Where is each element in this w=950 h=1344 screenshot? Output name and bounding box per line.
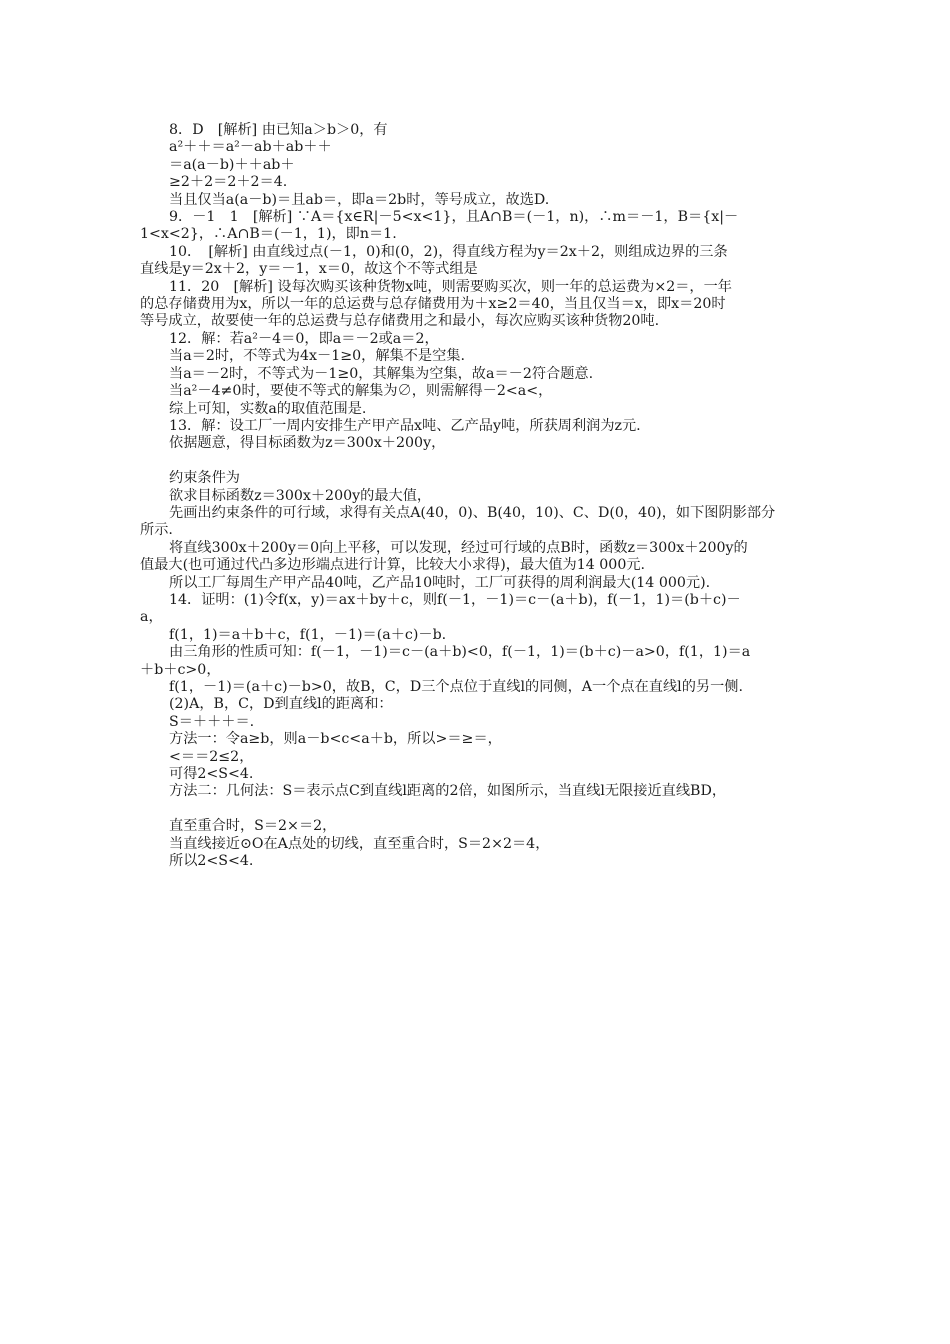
- text-line: 值最大(也可通过代凸多边形端点进行计算，比较大小求得)，最大值为14 000元.: [140, 557, 646, 574]
- text-line: 13．解：设工厂一周内安排生产甲产品x吨、乙产品y吨，所获周利润为z元.: [169, 417, 641, 434]
- text-line: [140, 453, 830, 470]
- text-line: 的总存储费用为x，所以一年的总运费与总存储费用为＋x≥2＝40，当且仅当＝x，即x＝20时: [140, 296, 726, 313]
- text-line: <＝＝2≤2，: [169, 748, 254, 765]
- text-line: 可得2<S<4.: [169, 766, 254, 783]
- text-line: 当a＝－2时，不等式为－1≥0，其解集为空集，故a＝－2符合题意.: [169, 365, 594, 382]
- text-line: 直至重合时，S＝2×＝2，: [169, 818, 337, 835]
- text-line: 12．解：若a²－4＝0，即a＝－2或a＝2，: [169, 330, 439, 347]
- text-line: 8．D [解析] 由已知a＞b＞0，有: [169, 122, 388, 138]
- text-line: a²＋＋＝a²－ab＋ab＋＋: [169, 139, 332, 156]
- text-line: 欲求目标函数z＝300x＋200y的最大值，: [169, 487, 432, 504]
- text-line: 当a²－4≠0时，要使不等式的解集为∅，则需解得－2<a<，: [169, 383, 553, 400]
- text-line: 当直线接近⊙O在A点处的切线，直至重合时，S＝2×2＝4，: [169, 835, 550, 852]
- text-line: 所以工厂每周生产甲产品40吨，乙产品10吨时，工厂可获得的周利润最大(14 000元).: [169, 574, 711, 591]
- text-line: 14．证明：(1)令f(x，y)＝ax＋by＋c，则f(－1，－1)＝c－(a＋b)，f(－1，1)＝(b＋c)－: [169, 591, 741, 608]
- text-line: (2)A，B，C，D到直线l的距离和：: [169, 696, 393, 713]
- text-line: 综上可知，实数a的取值范围是.: [169, 400, 367, 417]
- text-line: [140, 801, 830, 818]
- text-line: 依据题意，得目标函数为z＝300x＋200y，: [169, 435, 446, 452]
- text-line: 所以2<S<4.: [169, 853, 254, 870]
- text-line: 当且仅当a(a－b)＝且ab＝，即a＝2b时，等号成立，故选D.: [169, 191, 550, 208]
- text-line: 当a＝2时，不等式为4x－1≥0，解集不是空集.: [169, 348, 465, 365]
- text-line: 直线是y＝2x＋2，y＝－1，x＝0，故这个不等式组是: [140, 261, 478, 278]
- text-line: 将直线300x＋200y＝0向上平移，可以发现，经过可行域的点B时，函数z＝300x＋200y的: [169, 539, 748, 556]
- text-line: f(1，1)＝a＋b＋c，f(1，－1)＝(a＋c)－b.: [169, 626, 447, 643]
- text-line: 10． [解析] 由直线过点(－1，0)和(0，2)，得直线方程为y＝2x＋2，则组成边界的三条: [169, 243, 728, 260]
- text-line: 1<x<2}，∴A∩B＝(－1，1)，即n＝1.: [140, 226, 397, 243]
- document-body: [140, 122, 830, 870]
- text-line: 由三角形的性质可知：f(－1，－1)＝c－(a＋b)<0，f(－1，1)＝(b＋c)－a>0，f(1，1)＝a: [169, 644, 751, 661]
- text-line: 所示.: [140, 522, 173, 539]
- text-line: ≥2＋2＝2＋2＝4.: [169, 174, 288, 191]
- text-line: a，: [140, 609, 163, 626]
- text-line: ＋b＋c>0，: [140, 661, 221, 678]
- text-line: 约束条件为: [169, 470, 240, 487]
- text-line: ＝a(a－b)＋＋ab＋: [169, 156, 295, 173]
- text-line: 方法一：令a≥b，则a－b<c<a＋b，所以>＝≥＝，: [169, 731, 502, 748]
- text-line: S＝＋＋＋＝.: [169, 713, 255, 730]
- text-line: 9．－1 1 [解析] ∵A＝{x∈R|－5<x<1}，且A∩B＝(－1，n)，∴m＝－1，B＝{x|－: [169, 209, 739, 226]
- text-line: f(1，－1)＝(a＋c)－b>0，故B，C，D三个点位于直线l的同侧，A一个点在直线l的另一侧.: [169, 678, 743, 695]
- text-line: 方法二：几何法：S＝表示点C到直线l距离的2倍，如图所示，当直线l无限接近直线BD，: [169, 783, 727, 800]
- text-line: 先画出约束条件的可行域，求得有关点A(40，0)、B(40，10)、C、D(0，40)，如下图阴影部分: [169, 504, 776, 521]
- text-line: 等号成立，故要使一年的总运费与总存储费用之和最小，每次应购买该种货物20吨.: [140, 313, 660, 330]
- text-line: 11．20 [解析] 设每次购买该种货物x吨，则需要购买次，则一年的总运费为×2＝，一年: [169, 278, 732, 295]
